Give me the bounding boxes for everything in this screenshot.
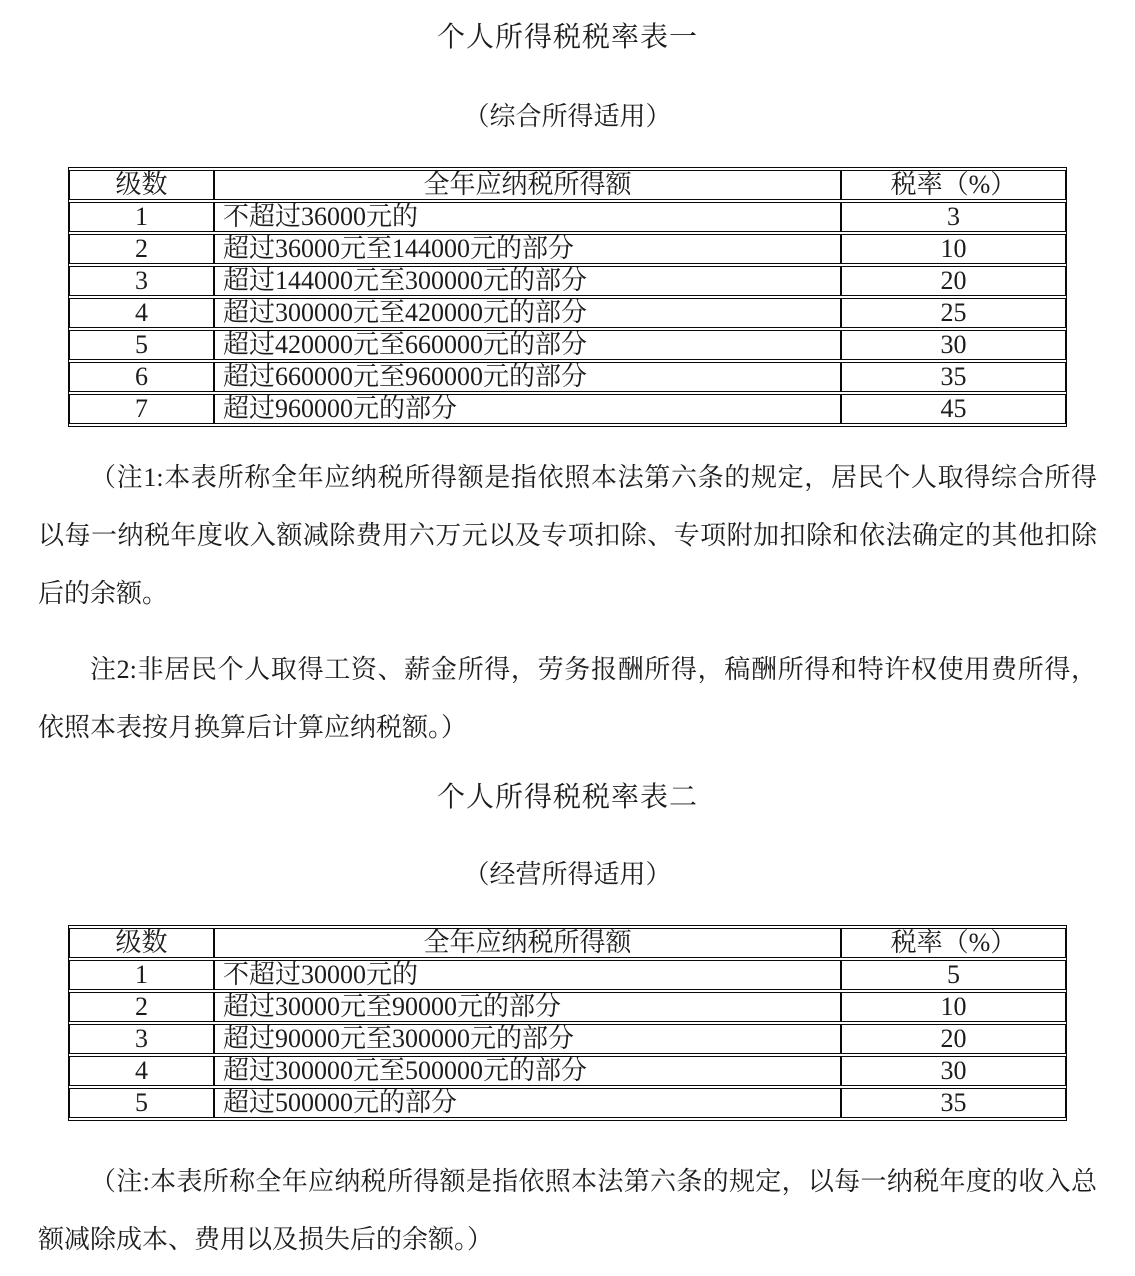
note-2: 注2:非居民个人取得工资、薪金所得，劳务报酬所得，稿酬所得和特许权使用费所得，依照本表按月换算后计算应纳税额。） — [38, 655, 1097, 742]
column-header-rate: 税率（%） — [841, 170, 1066, 200]
table-row — [69, 960, 1066, 990]
cell-rate: 10 — [841, 992, 1066, 1022]
cell-bracket: 超过960000元的部分 — [214, 394, 841, 424]
table2-body — [69, 960, 1066, 1118]
cell-level: 2 — [69, 992, 214, 1022]
cell-rate: 45 — [841, 394, 1066, 424]
table-row — [69, 992, 1066, 1022]
table-row — [69, 1024, 1066, 1054]
cell-bracket: 超过300000元至500000元的部分 — [214, 1056, 841, 1086]
cell-bracket: 超过300000元至420000元的部分 — [214, 298, 841, 328]
cell-bracket: 超过90000元至300000元的部分 — [214, 1024, 841, 1054]
table2-subtitle: （经营所得适用） — [463, 860, 672, 889]
cell-bracket: 超过144000元至300000元的部分 — [214, 266, 841, 296]
cell-bracket: 超过36000元至144000元的部分 — [214, 234, 841, 264]
table-row — [69, 362, 1066, 392]
table1-subtitle: （综合所得适用） — [463, 102, 672, 131]
cell-level: 3 — [69, 266, 214, 296]
cell-rate: 35 — [841, 362, 1066, 392]
cell-bracket: 不超过36000元的 — [214, 202, 841, 232]
cell-rate: 25 — [841, 298, 1066, 328]
comprehensive-income-section — [38, 22, 1097, 757]
cell-rate: 30 — [841, 1056, 1066, 1086]
cell-bracket: 超过30000元至90000元的部分 — [214, 992, 841, 1022]
table1-title: 个人所得税税率表一 — [436, 22, 698, 53]
column-header-rate: 税率（%） — [841, 928, 1066, 958]
table-row — [69, 1088, 1066, 1118]
table2-title: 个人所得税税率表二 — [436, 782, 698, 813]
cell-bracket: 超过660000元至960000元的部分 — [214, 362, 841, 392]
cell-rate: 35 — [841, 1088, 1066, 1118]
cell-level: 2 — [69, 234, 214, 264]
cell-level: 1 — [69, 960, 214, 990]
cell-bracket: 超过500000元的部分 — [214, 1088, 841, 1118]
cell-level: 3 — [69, 1024, 214, 1054]
cell-rate: 10 — [841, 234, 1066, 264]
table-row — [69, 202, 1066, 232]
table-header-row — [69, 170, 1066, 200]
column-header-level: 级数 — [69, 170, 214, 200]
tax-rate-table-2 — [68, 925, 1067, 1121]
table-row — [69, 266, 1066, 296]
table-row — [69, 330, 1066, 360]
cell-rate: 20 — [841, 1024, 1066, 1054]
column-header-taxable-income: 全年应纳税所得额 — [214, 170, 841, 200]
cell-level: 4 — [69, 1056, 214, 1086]
note-1: （注1:本表所称全年应纳税所得额是指依照本法第六条的规定，居民个人取得综合所得以每一纳税年度收入额减除费用六万元以及专项扣除、专项附加扣除和依法确定的其他扣除后的余额。 — [38, 463, 1097, 608]
cell-level: 4 — [69, 298, 214, 328]
table-row — [69, 298, 1066, 328]
cell-level: 5 — [69, 1088, 214, 1118]
cell-rate: 3 — [841, 202, 1066, 232]
table-row — [69, 1056, 1066, 1086]
cell-bracket: 超过420000元至660000元的部分 — [214, 330, 841, 360]
cell-rate: 20 — [841, 266, 1066, 296]
cell-rate: 5 — [841, 960, 1066, 990]
cell-level: 1 — [69, 202, 214, 232]
table-header-row — [69, 928, 1066, 958]
note-3: （注:本表所称全年应纳税所得额是指依照本法第六条的规定，以每一纳税年度的收入总额减除成本、费用以及损失后的余额。） — [38, 1167, 1097, 1254]
cell-level: 7 — [69, 394, 214, 424]
cell-level: 5 — [69, 330, 214, 360]
cell-bracket: 不超过30000元的 — [214, 960, 841, 990]
column-header-taxable-income: 全年应纳税所得额 — [214, 928, 841, 958]
cell-level: 6 — [69, 362, 214, 392]
business-income-section — [38, 782, 1097, 1269]
table-row — [69, 394, 1066, 424]
cell-rate: 30 — [841, 330, 1066, 360]
column-header-level: 级数 — [69, 928, 214, 958]
tax-rate-table-1 — [68, 167, 1067, 427]
table1-body — [69, 202, 1066, 424]
table-row — [69, 234, 1066, 264]
